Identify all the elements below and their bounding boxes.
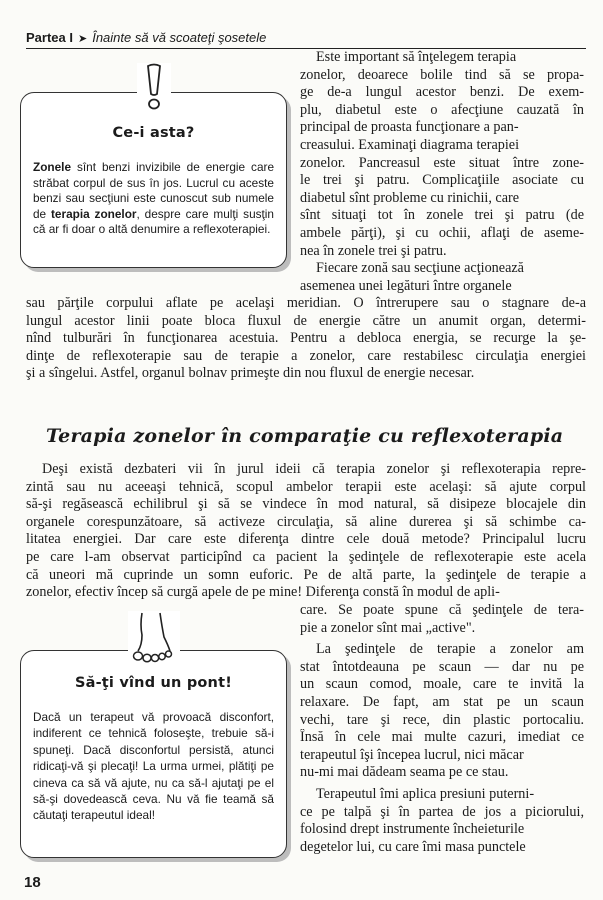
text-line: vechi, tare şi rece, din plastic portocaliu. (300, 711, 584, 728)
page-number: 18 (24, 874, 41, 891)
paragraph-comparison (26, 461, 586, 602)
paragraph-zone-importance (300, 49, 584, 295)
text-line: dinţe de reflexoterapie sau de terapie a zonelor, care restabilesc circulaţia energiei (26, 347, 586, 364)
text-line: sau părţile corpului aflate pe acelaşi meridian. O întrerupere sau o stagnare de-a (26, 295, 586, 311)
text-line: creasului. Examinaţi diagrama terapiei (300, 136, 520, 153)
sidebar-title: Ce-i asta? (112, 125, 195, 141)
text-line: litatea energiei. Dar care este diferenţa dintre cele două metode? Principalul lucru (26, 531, 586, 548)
text-line: Însă în cele mai multe cazuri, imediat ce (300, 729, 584, 746)
text-line: La şedinţele de terapie a zonelor am (316, 641, 584, 658)
text-line: să-şi regăsească echilibrul şi să se vindece în mod natural, să disipeze blocajele din (26, 496, 586, 513)
foot-icon (128, 611, 180, 667)
chevron-right-icon: ➤ (77, 33, 88, 45)
text-line: sînt situaţi tot în zonele trei şi patru (de (300, 207, 584, 224)
text-line: plu, diabetul este o afecţiune cauzată în (300, 101, 584, 118)
text-line: Fiecare zonă sau secţiune acţionează (316, 260, 524, 277)
text-line: care. Se poate spune că şedinţele de tera- (300, 602, 584, 618)
text-line: stat întotdeauna pe scaun — dar nu pe (300, 658, 584, 675)
sidebar-what-is-it (20, 92, 287, 268)
sidebar-text-part2: , despre care mulţi susţin că ar fi doar o altă denumire a reflexoterapiei. (33, 206, 274, 236)
text-line: diabetul sînt probleme cu rinichii, care (300, 189, 520, 206)
text-line: le trei şi patru. Complicaţiile asociate cu (300, 172, 584, 189)
text-line: nea în zonele trei şi patru. (300, 242, 447, 259)
text-line: relaxare. De fapt, am stat pe un scaun (300, 693, 584, 710)
text-line: pe care l-am observat participînd ca pacient la şedinţele de reflexoterapie este acela (26, 548, 586, 565)
text-line: principal de proasta funcţionare a pan- (300, 119, 519, 136)
text-line: Terapeutul îmi aplica presiuni puterni- (316, 785, 535, 802)
exclamation-icon (137, 63, 171, 113)
text-line: nu-mi mai dădeam seama pe ce stau. (300, 764, 509, 781)
text-line: zonelor, deoarece bolile tind să se propa- (300, 66, 584, 83)
sidebar-tip (20, 650, 287, 858)
running-header (26, 30, 586, 49)
paragraph-right-column (300, 602, 584, 856)
text-line: ce pe talpă şi în partea de jos a piciorului, (300, 803, 584, 820)
sidebar-lead-term: Zonele (33, 160, 72, 174)
text-line: Este important să înţelegem terapia (316, 49, 517, 65)
text-line: organele corespunzătoare, să activeze circulaţia, să aline durerea şi să schimbe ca- (26, 513, 586, 530)
text-line: şi a sîngelui. Astfel, organul bolnav primeşte din nou fluxul de energie necesar. (26, 365, 475, 382)
sidebar-title: Să-ţi vînd un pont! (74, 675, 233, 691)
text-line: pie a zonelor sînt mai „active". (300, 619, 476, 636)
text-line: terapeutul îşi începea lucrul, nici măcar (300, 746, 524, 763)
sidebar-bold-term: terapia zonelor (51, 206, 137, 221)
text-line: zintă sau nu aceeaşi tehnică, scopul ambelor terapii este acelaşi: să ajute corpul (26, 478, 586, 495)
text-line: Deşi există dezbateri vii în jurul ideii că terapia zonelor şi reflexoterapia repre- (42, 461, 586, 477)
part-label: Partea I (26, 30, 73, 45)
sidebar-body: Dacă un terapeut vă provoacă disconfort, indiferent ce tehnică foloseşte, trebuie să-i spuneţi. Dacă disconfortul persistă, atunci ridicaţi-vă şi plecaţi! La urma urmei, plătiţi pe cineva ca să vă ajute, nu ca să-l ajutaţi pe el să-şi dovedească ceva. Nu vă fie teamă să căutaţi terapeutul ideal! (33, 710, 274, 823)
chapter-title: Înainte să vă scoateţi şosetele (92, 30, 267, 45)
sidebar-text-part1: sînt benzi invizibile de energie care străbat corpul de sus în jos. Lucrul cu aceste benzi sau secţiuni este cunoscut sub numele de (33, 160, 274, 221)
text-line: lungul acestor linii poate bloca fluxul de energie către un anumit organ, determi- (26, 312, 586, 329)
text-line: un scaun comod, moale, care te invită la (300, 676, 584, 693)
text-line: ambele părţi), şi cu ochii, aflaţi de aseme- (300, 224, 584, 241)
text-line: folosind drept instrumente încheieturile (300, 821, 525, 838)
text-line: nînd tulburări în funcţionarea acestuia. Pentru a debloca energia, se recurge la şe- (26, 330, 586, 347)
text-line: că uneori mă cuprinde un somn euforic. Pe de altă parte, la şedinţele de terapie a (26, 566, 586, 583)
sidebar-body (33, 160, 274, 238)
text-line: degetelor lui, cu care îmi masa punctele (300, 838, 526, 855)
paragraph-zone-connection (26, 295, 586, 383)
text-line: asemenea unei legături între organele (300, 277, 512, 294)
text-line: zonelor. Pancreasul este situat între zone- (300, 154, 584, 171)
text-line: ge de-a lungul acestor benzi. De exem- (300, 84, 584, 101)
section-heading: Terapia zonelor în comparaţie cu reflexoterapia (46, 425, 564, 447)
text-line: zonelor, efectiv încep să curgă apele de pe mine! Diferenţa constă în modul de apli- (26, 584, 500, 601)
